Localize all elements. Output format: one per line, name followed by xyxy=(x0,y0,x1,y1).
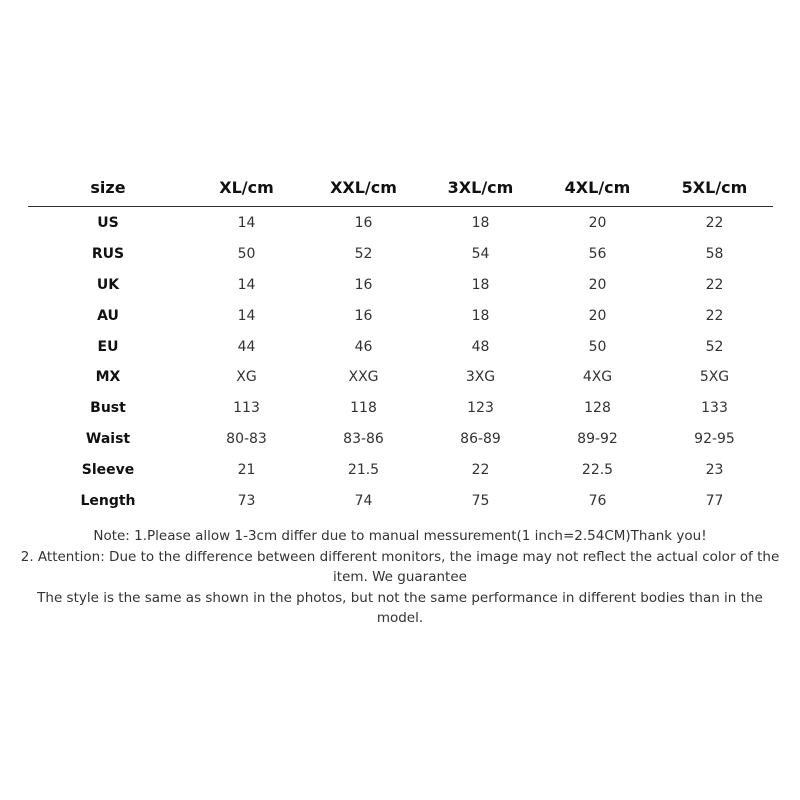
header-size-4xl: 4XL/cm xyxy=(564,177,631,197)
row-label: AU xyxy=(97,307,119,324)
row-label: Waist xyxy=(85,430,131,447)
table-row xyxy=(28,270,773,301)
table-cell: 74 xyxy=(354,492,373,509)
table-cell: 3XG xyxy=(465,369,496,386)
table-row xyxy=(28,485,773,516)
table-cell: 20 xyxy=(588,276,607,293)
table-cell: 80-83 xyxy=(226,430,267,447)
table-cell: 56 xyxy=(588,246,607,263)
table-cell: 18 xyxy=(471,307,490,324)
table-cell: XXG xyxy=(348,369,379,386)
row-label: UK xyxy=(96,276,120,293)
table-cell: 22 xyxy=(705,307,724,324)
note-line-3: The style is the same as shown in the photos, but not the same performance in different bodies than in the model. xyxy=(37,589,763,626)
table-cell: 89-92 xyxy=(577,430,618,447)
table-cell: 44 xyxy=(237,338,256,355)
table-cell: 21.5 xyxy=(347,461,380,478)
table-cell: 14 xyxy=(237,276,256,293)
table-cell: 4XG xyxy=(582,369,613,386)
table-cell: 92-95 xyxy=(694,430,735,447)
table-cell: 16 xyxy=(354,215,373,232)
table-cell: XG xyxy=(236,369,257,386)
table-cell: 20 xyxy=(588,215,607,232)
table-cell: 18 xyxy=(471,276,490,293)
table-cell: 50 xyxy=(237,246,256,263)
table-row xyxy=(28,454,773,485)
row-label: RUS xyxy=(91,246,125,263)
size-chart-table xyxy=(28,168,773,516)
table-cell: 22 xyxy=(705,276,724,293)
table-cell: 73 xyxy=(237,492,256,509)
row-label: US xyxy=(97,215,119,232)
row-label: EU xyxy=(97,338,119,355)
table-cell: 128 xyxy=(584,400,611,417)
table-cell: 5XG xyxy=(699,369,730,386)
table-cell: 118 xyxy=(350,400,377,417)
table-cell: 16 xyxy=(354,276,373,293)
table-row xyxy=(28,362,773,393)
table-cell: 77 xyxy=(705,492,724,509)
note-line-2: 2. Attention: Due to the difference between different monitors, the image may not reflect the actual color of the item. We guarantee xyxy=(20,548,780,585)
header-size-3xl: 3XL/cm xyxy=(447,177,514,197)
table-cell: 18 xyxy=(471,215,490,232)
table-header-row xyxy=(28,168,773,207)
table-cell: 133 xyxy=(701,400,728,417)
table-cell: 48 xyxy=(471,338,490,355)
table-cell: 113 xyxy=(233,400,260,417)
table-cell: 46 xyxy=(354,338,373,355)
table-cell: 22 xyxy=(705,215,724,232)
header-size-label: size xyxy=(90,177,126,197)
table-cell: 16 xyxy=(354,307,373,324)
table-row xyxy=(28,300,773,331)
table-cell: 54 xyxy=(471,246,490,263)
notes-block xyxy=(20,526,780,629)
table-row xyxy=(28,208,773,239)
table-cell: 58 xyxy=(705,246,724,263)
table-cell: 76 xyxy=(588,492,607,509)
table-cell: 52 xyxy=(354,246,373,263)
table-cell: 22.5 xyxy=(581,461,614,478)
table-cell: 52 xyxy=(705,338,724,355)
header-size-xxl: XXL/cm xyxy=(330,177,397,197)
table-cell: 86-89 xyxy=(460,430,501,447)
row-label: Length xyxy=(80,492,136,509)
table-row xyxy=(28,331,773,362)
table-body xyxy=(28,207,773,516)
table-cell: 123 xyxy=(467,400,494,417)
header-size-5xl: 5XL/cm xyxy=(681,177,748,197)
header-size-xl: XL/cm xyxy=(219,177,274,197)
table-cell: 75 xyxy=(471,492,490,509)
table-row xyxy=(28,393,773,424)
table-cell: 23 xyxy=(705,461,724,478)
table-cell: 14 xyxy=(237,307,256,324)
table-cell: 22 xyxy=(471,461,490,478)
row-label: MX xyxy=(95,369,121,386)
table-row xyxy=(28,239,773,270)
row-label: Sleeve xyxy=(81,461,135,478)
note-line-1: Note: 1.Please allow 1-3cm differ due to manual messurement(1 inch=2.54CM)Thank you! xyxy=(93,528,707,544)
table-cell: 50 xyxy=(588,338,607,355)
table-cell: 21 xyxy=(237,461,256,478)
table-cell: 20 xyxy=(588,307,607,324)
table-row xyxy=(28,424,773,455)
row-label: Bust xyxy=(90,400,126,417)
table-cell: 83-86 xyxy=(343,430,384,447)
table-cell: 14 xyxy=(237,215,256,232)
